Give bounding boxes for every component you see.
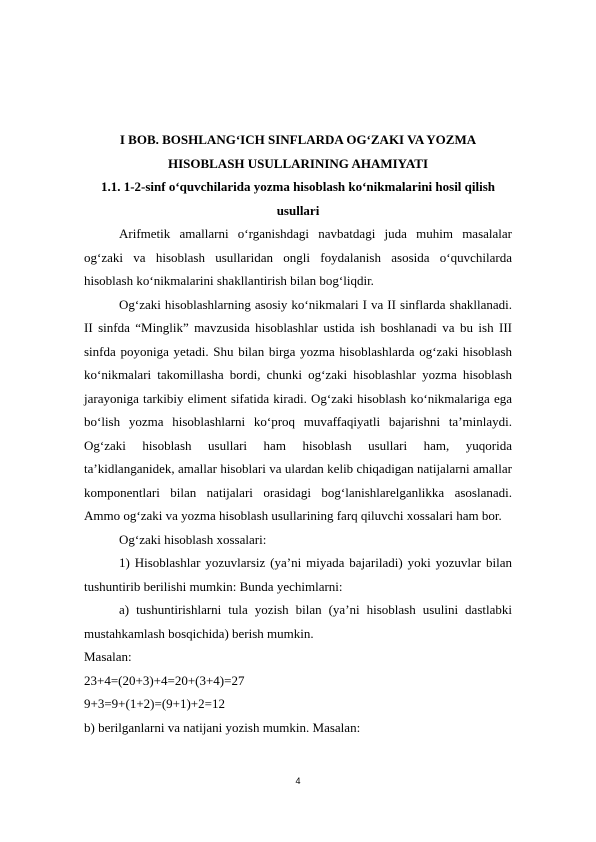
section-title xyxy=(84,175,512,222)
example-line-1: 23+4=(20+3)+4=20+(3+4)=27 xyxy=(84,672,245,688)
section-title-line-1: 1.1. 1-2-sinf o‘quvchilarida yozma hisoblash ko‘nikmalarini hosil qilish xyxy=(100,179,496,194)
chapter-title-line-1: I BOB. BOSHLANG‘ICH SINFLARDA OG‘ZAKI VA YOZMA xyxy=(119,132,477,147)
page-content xyxy=(84,128,512,739)
paragraph-5: a) tushuntirishlarni tula yozish bilan (ya’ni hisoblash usulini dastlabki mustahkamlash bosqichida) berish mumkin. xyxy=(84,602,512,641)
paragraph-4: 1) Hisoblashlar yozuvlarsiz (ya’ni miyada bajariladi) yoki yozuvlar bilan tushuntirib berilishi mumkin: Bunda yechimlarni: xyxy=(84,555,512,594)
closing-line: b) berilganlarni va natijani yozish mumkin. Masalan: xyxy=(84,719,361,735)
paragraph-2: Og‘zaki hisoblashlarning asosiy ko‘nikmalari I va II sinflarda shakllanadi. II sinfda “Minglik” mavzusida hisoblashlar ustida ish boshlanadi va bu ish III sinfda poyoniga yetadi. Shu bilan birga yozma hisoblashlarda og‘zaki hisoblash ko‘nikmalari takomillasha bordi, chunki og‘zaki hisoblashlar yozma hisoblash jarayoniga tarkibiy eliment sifatida kiradi. Og‘zaki hisoblash ko‘nikmalariga ega bo‘lish yozma hisoblashlarni ko‘proq muvaffaqiyatli bajarishni ta’minlaydi. Og‘zaki hisoblash usullari ham hisoblash usullari ham, yuqorida ta’kidlanganidek, amallar hisoblari va ulardan kelib chiqadigan natijalarni amallar komponentlari bilan natijalari orasidagi bog‘lanishlarelganlikka asoslanadi. Ammo og‘zaki va yozma hisoblash usullarining farq qiluvchi xossalari ham bor. xyxy=(84,296,512,523)
example-line-2: 9+3=9+(1+2)=(9+1)+2=12 xyxy=(84,696,225,711)
paragraph-1: Arifmetik amallarni o‘rganishdagi navbatdagi juda muhim masalalar og‘zaki va hisoblash usullaridan ongli foydalanish asosida o‘quvchilarda hisoblash ko‘nikmalarini shakllantirish bilan bog‘liqdir. xyxy=(84,226,512,288)
paragraph-3: Og‘zaki hisoblash xossalari: xyxy=(119,531,267,547)
section-title-line-2: usullari xyxy=(276,202,320,218)
page-number: 4 xyxy=(295,776,301,786)
example-label: Masalan: xyxy=(84,649,132,664)
chapter-title-line-2: HISOBLASH USULLARINING AHAMIYATI xyxy=(167,155,429,171)
chapter-title xyxy=(84,128,512,175)
